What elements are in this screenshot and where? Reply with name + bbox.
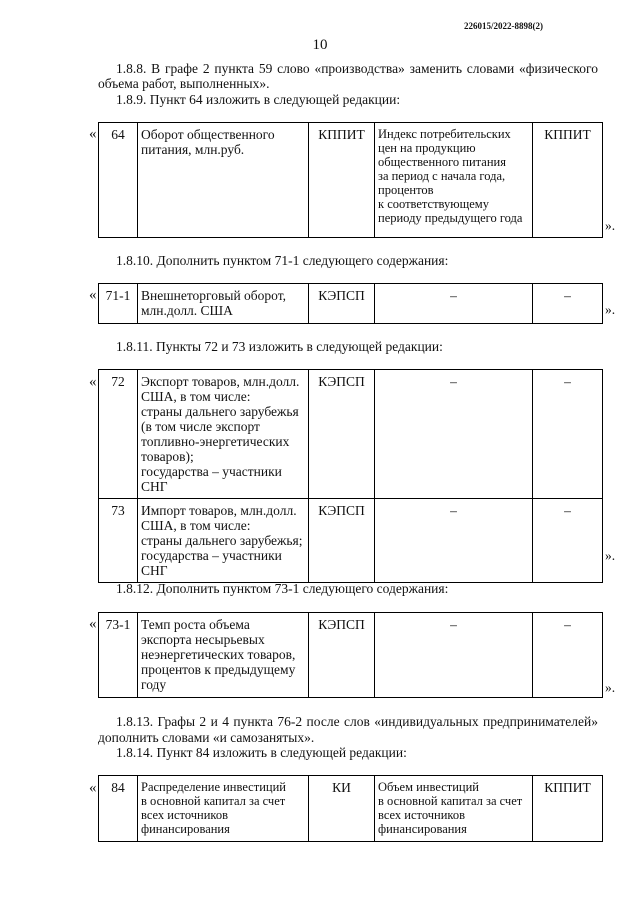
- table-item-73-1: [98, 612, 603, 698]
- open-quote: «: [89, 126, 97, 142]
- indicator-name: Экспорт товаров, млн.долл. США, в том числе: страны дальнего зарубежья (в том числе экспорт топливно-энергетических товаров); государства – участники СНГ: [138, 370, 309, 499]
- indicator-name: Темп роста объема экспорта несырьевых неэнергетических товаров, процентов к предыдущему году: [138, 613, 309, 698]
- indicator-description: –: [375, 284, 533, 324]
- item-number: 64: [99, 123, 138, 238]
- responsible-unit: КЭПСП: [309, 284, 375, 324]
- responsible-unit-2: КППИТ: [533, 776, 603, 842]
- paragraph-1-8-8-line-2: объема работ, выполненных».: [98, 76, 270, 91]
- indicator-name: Оборот общественного питания, млн.руб.: [138, 123, 309, 238]
- open-quote: «: [89, 287, 97, 303]
- indicator-name: Распределение инвестиций в основной капитал за счет всех источников финансирования: [138, 776, 309, 842]
- item-number: 71-1: [99, 284, 138, 324]
- paragraph-1-8-11: 1.8.11. Пункты 72 и 73 изложить в следующей редакции:: [116, 339, 443, 354]
- item-number: 84: [99, 776, 138, 842]
- responsible-unit: КЭПСП: [309, 613, 375, 698]
- close-quote: ».: [605, 302, 616, 317]
- paragraph-1-8-8-line-1: 1.8.8. В графе 2 пункта 59 слово «производства» заменить словами «физического: [116, 61, 598, 76]
- open-quote: «: [89, 374, 97, 390]
- page-number: 10: [312, 37, 328, 53]
- responsible-unit-2: –: [533, 499, 603, 583]
- item-number: 73-1: [99, 613, 138, 698]
- responsible-unit: КЭПСП: [309, 370, 375, 499]
- responsible-unit-2: –: [533, 613, 603, 698]
- paragraph-1-8-14: 1.8.14. Пункт 84 изложить в следующей редакции:: [116, 745, 407, 760]
- close-quote: ».: [605, 218, 616, 233]
- close-quote: ».: [605, 548, 616, 563]
- indicator-description: –: [375, 613, 533, 698]
- indicator-name: Импорт товаров, млн.долл. США, в том числе: страны дальнего зарубежья; государства – участники СНГ: [138, 499, 309, 583]
- responsible-unit-2: КППИТ: [533, 123, 603, 238]
- responsible-unit: КИ: [309, 776, 375, 842]
- indicator-description: –: [375, 370, 533, 499]
- responsible-unit: КЭПСП: [309, 499, 375, 583]
- responsible-unit: КППИТ: [309, 123, 375, 238]
- open-quote: «: [89, 616, 97, 632]
- indicator-description: –: [375, 499, 533, 583]
- table-item-64: [98, 122, 603, 238]
- responsible-unit-2: –: [533, 370, 603, 499]
- paragraph-1-8-13-line-1: 1.8.13. Графы 2 и 4 пункта 76-2 после слов «индивидуальных предпринимателей»: [116, 714, 598, 729]
- item-number: 73: [99, 499, 138, 583]
- responsible-unit-2: –: [533, 284, 603, 324]
- paragraph-1-8-9: 1.8.9. Пункт 64 изложить в следующей редакции:: [116, 92, 401, 107]
- close-quote: ».: [605, 680, 616, 695]
- indicator-description: Объем инвестиций в основной капитал за счет всех источников финансирования: [375, 776, 533, 842]
- open-quote: «: [89, 780, 97, 796]
- paragraph-1-8-13-line-2: дополнить словами «и самозанятых».: [98, 730, 315, 745]
- table-items-72-73: [98, 369, 603, 583]
- paragraph-1-8-10: 1.8.10. Дополнить пунктом 71-1 следующего содержания:: [116, 253, 449, 268]
- table-item-71-1: [98, 283, 603, 324]
- document-number: 226015/2022-8898(2): [464, 21, 543, 31]
- indicator-description: Индекс потребительских цен на продукцию общественного питания за период с начала года, процентов к соответствующему периоду предыдущего года: [375, 123, 533, 238]
- item-number: 72: [99, 370, 138, 499]
- indicator-name: Внешнеторговый оборот, млн.долл. США: [138, 284, 309, 324]
- table-item-84: [98, 775, 603, 842]
- paragraph-1-8-12: 1.8.12. Дополнить пунктом 73-1 следующего содержания:: [116, 581, 449, 596]
